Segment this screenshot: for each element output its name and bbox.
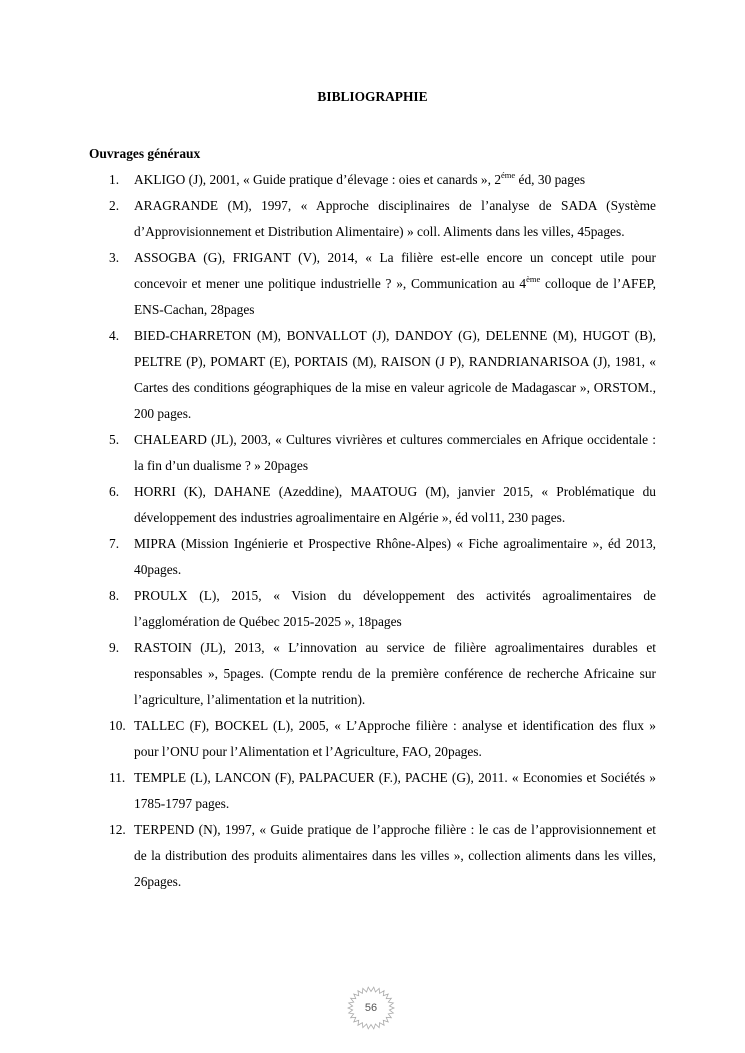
bibliography-entry <box>89 167 656 193</box>
entry-number: 6. <box>109 484 120 499</box>
entry-text-main: ARAGRANDE (M), 1997, « Approche disciplinaires de l’analyse de SADA (Système d’Approvisionnement et Distribution Alimentaire) » coll. Aliments dans les villes, 45pages. <box>134 198 656 239</box>
entry-number: 10. <box>109 718 126 733</box>
entry-text <box>134 328 656 421</box>
entry-text <box>134 432 656 473</box>
entry-text <box>134 198 656 239</box>
bibliography-entry <box>89 193 656 245</box>
bibliography-entry <box>89 817 656 895</box>
entry-text <box>134 718 656 759</box>
entry-text-main: CHALEARD (JL), 2003, « Cultures vivrières et cultures commerciales en Afrique occidentale : la fin d’un dualisme ? » 20pages <box>134 432 656 473</box>
entry-text <box>134 822 656 889</box>
page-title: BIBLIOGRAPHIE <box>317 89 428 104</box>
entry-superscript: ème <box>526 274 541 284</box>
entry-number: 4. <box>109 328 120 343</box>
entry-number: 9. <box>109 640 120 655</box>
entry-number: 7. <box>109 536 120 551</box>
bibliography-entry <box>89 583 656 635</box>
bibliography-list <box>89 167 656 895</box>
bibliography-entry <box>89 479 656 531</box>
entry-text <box>134 484 656 525</box>
entry-text-main: TALLEC (F), BOCKEL (L), 2005, « L’Approche filière : analyse et identification des flux » pour l’ONU pour l’Alimentation et l’Agriculture, FAO, 20pages. <box>134 718 656 759</box>
entry-text-tail: colloque de l’AFEP, ENS-Cachan, 28pages <box>134 276 656 317</box>
entry-number: 3. <box>109 250 120 265</box>
page-number-badge <box>341 986 401 1034</box>
entry-text-main: PROULX (L), 2015, « Vision du développement des activités agroalimentaires de l’agglomération de Québec 2015-2025 », 18pages <box>134 588 656 629</box>
entry-text <box>134 770 656 811</box>
entry-text <box>134 250 656 317</box>
entry-number: 11. <box>109 770 126 785</box>
entry-number: 12. <box>109 822 126 837</box>
entry-number: 8. <box>109 588 120 603</box>
entry-text-main: TEMPLE (L), LANCON (F), PALPACUER (F.), PACHE (G), 2011. « Economies et Sociétés » 1785-1797 pages. <box>134 770 656 811</box>
entry-text-main: HORRI (K), DAHANE (Azeddine), MAATOUG (M), janvier 2015, « Problématique du développement des industries agroalimentaire en Algérie », éd vol11, 230 pages. <box>134 484 656 525</box>
entry-text-main: AKLIGO (J), 2001, « Guide pratique d’élevage : oies et canards », 2 <box>134 172 502 187</box>
bibliography-entry <box>89 427 656 479</box>
entry-text-tail: éd, 30 pages <box>515 172 586 187</box>
bibliography-entry <box>89 765 656 817</box>
page-number: 56 <box>364 1002 378 1014</box>
entry-text <box>134 536 656 577</box>
entry-text <box>134 640 656 707</box>
entry-number: 1. <box>109 172 120 187</box>
bibliography-entry <box>89 531 656 583</box>
entry-number: 2. <box>109 198 120 213</box>
entry-text-main: TERPEND (N), 1997, « Guide pratique de l’approche filière : le cas de l’approvisionnement et de la distribution des produits alimentaires dans les villes », collection aliments dans les villes, 26pages. <box>134 822 656 889</box>
entry-number: 5. <box>109 432 120 447</box>
entry-superscript: éme <box>501 170 516 180</box>
bibliography-entry <box>89 245 656 323</box>
bibliography-entry <box>89 323 656 427</box>
entry-text-main: ASSOGBA (G), FRIGANT (V), 2014, « La filière est-elle encore un concept utile pour concevoir et mener une politique industrielle ? », Communication au 4 <box>134 250 656 291</box>
bibliography-entry <box>89 713 656 765</box>
bibliography-entry <box>89 635 656 713</box>
entry-text-main: MIPRA (Mission Ingénierie et Prospective Rhône-Alpes) « Fiche agroalimentaire », éd 2013, 40pages. <box>134 536 656 577</box>
section-heading: Ouvrages généraux <box>89 146 201 161</box>
entry-text-main: RASTOIN (JL), 2013, « L’innovation au service de filière agroalimentaires durables et responsables », 5pages. (Compte rendu de la première conférence de recherche Africaine sur l’agriculture, l’alimentation et la nutrition). <box>134 640 656 707</box>
entry-text <box>134 588 656 629</box>
entry-text <box>134 172 585 187</box>
entry-text-main: BIED-CHARRETON (M), BONVALLOT (J), DANDOY (G), DELENNE (M), HUGOT (B), PELTRE (P), POMART (E), PORTAIS (M), RAISON (J P), RANDRIANARISOA (J), 1981, « Cartes des conditions géographiques de la mise en valeur agricole de Madagascar », ORSTOM., 200 pages. <box>134 328 656 421</box>
